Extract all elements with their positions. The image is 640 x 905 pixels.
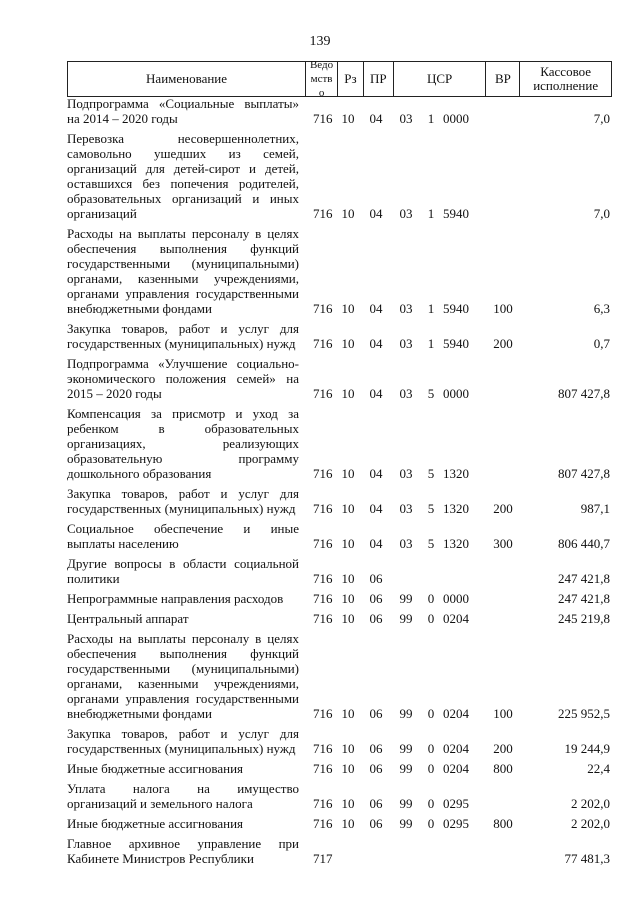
row-sum: 19 244,9 xyxy=(564,741,610,756)
row-vr: 300 xyxy=(493,536,513,551)
row-name: Уплата налога на имущество организаций и земельного налога xyxy=(67,781,299,811)
row-ved: 716 xyxy=(313,501,333,516)
row-ved: 717 xyxy=(313,851,333,866)
row-c2: 1 xyxy=(427,206,435,221)
table-row xyxy=(67,781,612,811)
row-c1: 03 xyxy=(399,536,413,551)
row-c3: 0204 xyxy=(443,741,469,756)
header-pr: ПР xyxy=(363,62,393,96)
row-rz: 10 xyxy=(341,571,355,586)
row-name: Непрограммные направления расходов xyxy=(67,591,284,606)
row-c3: 0000 xyxy=(443,111,469,126)
header-vr: ВР xyxy=(485,62,519,96)
header-rz: Рз xyxy=(337,62,363,96)
row-c3: 1320 xyxy=(443,536,469,551)
table-body xyxy=(67,96,612,871)
row-ved: 716 xyxy=(313,206,333,221)
row-sum: 77 481,3 xyxy=(564,851,610,866)
row-sum: 807 427,8 xyxy=(558,386,610,401)
row-name: Расходы на выплаты персоналу в целях обеспечения выполнения функций государственными (муниципальными) органами, казенными учреждениями, органами управления государственными внебюджетными фондами xyxy=(67,226,299,316)
row-c2: 5 xyxy=(427,536,435,551)
row-sum: 245 219,8 xyxy=(558,611,610,626)
row-vr: 200 xyxy=(493,741,513,756)
table-row xyxy=(67,321,612,351)
row-name: Социальное обеспечение и иные выплаты населению xyxy=(67,521,299,551)
row-c1: 99 xyxy=(399,796,413,811)
row-c1: 99 xyxy=(399,706,413,721)
row-sum: 7,0 xyxy=(593,206,610,221)
row-name: Закупка товаров, работ и услуг для государственных (муниципальных) нужд xyxy=(67,486,299,516)
row-c2: 0 xyxy=(427,796,435,811)
row-c3: 5940 xyxy=(443,301,469,316)
row-ved: 716 xyxy=(313,336,333,351)
row-vr: 200 xyxy=(493,501,513,516)
row-sum: 6,3 xyxy=(593,301,610,316)
row-c1: 99 xyxy=(399,591,413,606)
row-c1: 99 xyxy=(399,741,413,756)
row-sum: 2 202,0 xyxy=(571,796,610,811)
row-rz: 10 xyxy=(341,466,355,481)
row-ved: 716 xyxy=(313,796,333,811)
row-ved: 716 xyxy=(313,536,333,551)
row-pr: 06 xyxy=(369,816,383,831)
table-row xyxy=(67,226,612,316)
row-sum: 7,0 xyxy=(593,111,610,126)
row-c1: 03 xyxy=(399,466,413,481)
row-c2: 1 xyxy=(427,336,435,351)
row-name: Подпрограмма «Улучшение социально-экономического положения семей» на 2015 – 2020 годы xyxy=(67,356,299,401)
row-rz: 10 xyxy=(341,111,355,126)
row-c3: 0204 xyxy=(443,611,469,626)
table-row xyxy=(67,406,612,481)
row-pr: 04 xyxy=(369,336,383,351)
row-c3: 0204 xyxy=(443,706,469,721)
row-c2: 0 xyxy=(427,761,435,776)
row-ved: 716 xyxy=(313,111,333,126)
row-c1: 03 xyxy=(399,386,413,401)
row-pr: 06 xyxy=(369,741,383,756)
row-c3: 5940 xyxy=(443,206,469,221)
row-name: Закупка товаров, работ и услуг для государственных (муниципальных) нужд xyxy=(67,726,299,756)
table-row xyxy=(67,521,612,551)
row-pr: 04 xyxy=(369,111,383,126)
table-row xyxy=(67,611,612,626)
table-row xyxy=(67,836,612,866)
row-rz: 10 xyxy=(341,386,355,401)
row-c2: 0 xyxy=(427,611,435,626)
table-row xyxy=(67,356,612,401)
row-rz: 10 xyxy=(341,336,355,351)
row-c3: 0295 xyxy=(443,816,469,831)
header-sum: Кассовое исполнение xyxy=(519,62,611,96)
table-row xyxy=(67,131,612,221)
row-pr: 06 xyxy=(369,611,383,626)
row-pr: 04 xyxy=(369,301,383,316)
row-pr: 04 xyxy=(369,501,383,516)
row-sum: 2 202,0 xyxy=(571,816,610,831)
row-rz: 10 xyxy=(341,796,355,811)
row-c3: 1320 xyxy=(443,466,469,481)
row-name: Иные бюджетные ассигнования xyxy=(67,761,244,776)
row-c1: 99 xyxy=(399,761,413,776)
row-c3: 0000 xyxy=(443,386,469,401)
row-c1: 03 xyxy=(399,111,413,126)
row-ved: 716 xyxy=(313,466,333,481)
table-row xyxy=(67,816,612,831)
row-name: Главное архивное управление при Кабинете Министров Республики xyxy=(67,836,299,866)
row-c1: 99 xyxy=(399,816,413,831)
row-name: Другие вопросы в области социальной политики xyxy=(67,556,299,586)
row-c2: 0 xyxy=(427,816,435,831)
row-ved: 716 xyxy=(313,301,333,316)
header-ved: Ведомство xyxy=(305,62,337,96)
row-vr: 100 xyxy=(493,301,513,316)
row-vr: 200 xyxy=(493,336,513,351)
row-c2: 1 xyxy=(427,301,435,316)
row-rz: 10 xyxy=(341,741,355,756)
row-rz: 10 xyxy=(341,501,355,516)
row-c2: 5 xyxy=(427,466,435,481)
row-sum: 0,7 xyxy=(593,336,610,351)
row-pr: 04 xyxy=(369,386,383,401)
row-ved: 716 xyxy=(313,611,333,626)
row-ved: 716 xyxy=(313,386,333,401)
row-ved: 716 xyxy=(313,591,333,606)
row-pr: 06 xyxy=(369,796,383,811)
row-c3: 5940 xyxy=(443,336,469,351)
row-pr: 06 xyxy=(369,591,383,606)
row-ved: 716 xyxy=(313,816,333,831)
page-number: 139 xyxy=(309,34,331,49)
row-sum: 247 421,8 xyxy=(558,571,610,586)
row-ved: 716 xyxy=(313,741,333,756)
row-c2: 0 xyxy=(427,706,435,721)
row-c2: 0 xyxy=(427,591,435,606)
row-rz: 10 xyxy=(341,816,355,831)
header-name: Наименование xyxy=(146,71,228,86)
row-c1: 03 xyxy=(399,336,413,351)
table-row xyxy=(67,631,612,721)
row-rz: 10 xyxy=(341,536,355,551)
table-row xyxy=(67,726,612,756)
row-c1: 03 xyxy=(399,206,413,221)
row-c3: 0000 xyxy=(443,591,469,606)
row-name: Компенсация за присмотр и уход за ребенком в образовательных организациях, реализующих образовательную программу дошкольного образования xyxy=(67,406,299,481)
row-sum: 806 440,7 xyxy=(558,536,610,551)
row-rz: 10 xyxy=(341,206,355,221)
table-header xyxy=(67,61,612,97)
row-pr: 04 xyxy=(369,206,383,221)
table-row xyxy=(67,556,612,586)
row-rz: 10 xyxy=(341,611,355,626)
row-pr: 06 xyxy=(369,706,383,721)
row-c1: 99 xyxy=(399,611,413,626)
row-vr: 800 xyxy=(493,816,513,831)
row-rz: 10 xyxy=(341,301,355,316)
row-pr: 06 xyxy=(369,761,383,776)
row-vr: 100 xyxy=(493,706,513,721)
table-row xyxy=(67,591,612,606)
row-c2: 0 xyxy=(427,741,435,756)
row-rz: 10 xyxy=(341,591,355,606)
row-c3: 0295 xyxy=(443,796,469,811)
row-name: Расходы на выплаты персоналу в целях обеспечения выполнения функций государственными (муниципальными) органами, казенными учреждениями, органами управления государственными внебюджетными фондами xyxy=(67,631,299,721)
row-ved: 716 xyxy=(313,706,333,721)
row-c2: 1 xyxy=(427,111,435,126)
row-rz: 10 xyxy=(341,706,355,721)
row-name: Центральный аппарат xyxy=(67,611,189,626)
row-c3: 1320 xyxy=(443,501,469,516)
row-pr: 04 xyxy=(369,536,383,551)
row-vr: 800 xyxy=(493,761,513,776)
header-csr: ЦСР xyxy=(393,62,486,96)
row-c2: 5 xyxy=(427,501,435,516)
row-c2: 5 xyxy=(427,386,435,401)
row-sum: 225 952,5 xyxy=(558,706,610,721)
row-ved: 716 xyxy=(313,761,333,776)
row-c3: 0204 xyxy=(443,761,469,776)
table-row xyxy=(67,486,612,516)
row-name: Подпрограмма «Социальные выплаты» на 2014 – 2020 годы xyxy=(67,96,299,126)
table-row xyxy=(67,761,612,776)
row-name: Иные бюджетные ассигнования xyxy=(67,816,244,831)
row-pr: 04 xyxy=(369,466,383,481)
row-sum: 807 427,8 xyxy=(558,466,610,481)
row-sum: 247 421,8 xyxy=(558,591,610,606)
table-row xyxy=(67,96,612,126)
row-name: Перевозка несовершеннолетних, самовольно ушедших из семей, организаций для детей-сирот и детей, оставшихся без попечения родителей, образовательных организаций и иных организаций xyxy=(67,131,299,221)
row-c1: 03 xyxy=(399,301,413,316)
row-sum: 22,4 xyxy=(587,761,610,776)
row-rz: 10 xyxy=(341,761,355,776)
row-name: Закупка товаров, работ и услуг для государственных (муниципальных) нужд xyxy=(67,321,299,351)
row-c1: 03 xyxy=(399,501,413,516)
row-ved: 716 xyxy=(313,571,333,586)
row-pr: 06 xyxy=(369,571,383,586)
row-sum: 987,1 xyxy=(580,501,610,516)
